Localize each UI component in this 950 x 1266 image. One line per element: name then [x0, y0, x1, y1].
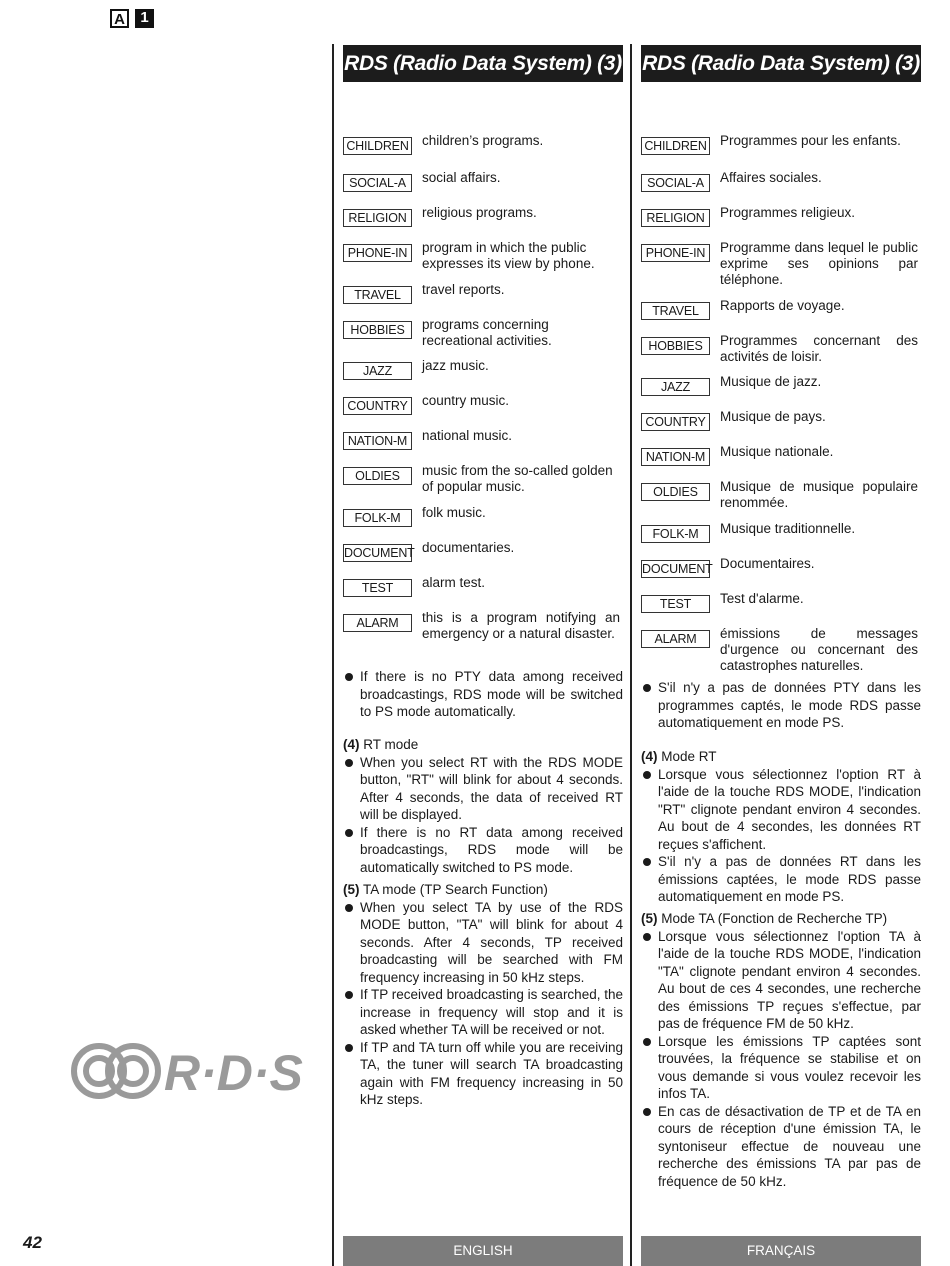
- bullet-text: Lorsque les émissions TP captées sont trouvées, la fréquence se stabilise et on vous demande si vous voulez recevoir les infos TA.: [658, 1033, 921, 1101]
- pty-desc: Musique traditionnelle.: [720, 521, 856, 536]
- section-title: Mode TA (Fonction de Recherche TP): [661, 911, 888, 926]
- language-label: FRANÇAIS: [641, 1236, 921, 1266]
- bullet-item: [343, 986, 623, 1039]
- pty-desc: jazz music.: [422, 358, 489, 373]
- pty-tag: NATION-M: [343, 432, 412, 450]
- english-title: RDS (Radio Data System) (3): [343, 45, 623, 82]
- pty-note: [641, 679, 921, 732]
- pty-tag: TEST: [343, 579, 412, 597]
- pty-desc: religious programs.: [422, 205, 537, 220]
- pty-tag: JAZZ: [641, 378, 710, 396]
- pty-tag: TEST: [641, 595, 710, 613]
- pty-desc: Musique nationale.: [720, 444, 834, 459]
- rds-logo: [70, 1040, 310, 1102]
- pty-desc: this is a program notifying an emergency or a natural disaster.: [422, 610, 620, 641]
- pty-desc: Programmes pour les enfants.: [720, 133, 901, 148]
- pty-desc: programs concerning recreational activities.: [422, 317, 552, 348]
- pty-tag: DOCUMENT: [642, 562, 713, 576]
- bullet-dot-icon: [643, 1038, 651, 1046]
- pty-tag: ALARM: [641, 630, 710, 648]
- bullet-dot-icon: [643, 771, 651, 779]
- pty-tag: COUNTRY: [343, 397, 412, 415]
- pty-tag: ALARM: [343, 614, 412, 632]
- bullet-item: [641, 766, 921, 854]
- pty-desc: social affairs.: [422, 170, 501, 185]
- bullet-item: [343, 668, 623, 721]
- bullet-text: En cas de désactivation de TP et de TA en cours de réception d'une émission TA, le syntoniseur effectue de nouveau une recherche des émissions TA par pas de fréquence de 50 kHz.: [658, 1103, 921, 1189]
- pty-desc: folk music.: [422, 505, 486, 520]
- pty-desc: Musique de musique populaire renommée.: [720, 479, 918, 510]
- pty-desc: Documentaires.: [720, 556, 815, 571]
- bullet-item: [641, 679, 921, 732]
- bullet-dot-icon: [643, 933, 651, 941]
- pty-tag: SOCIAL-A: [343, 174, 412, 192]
- pty-tag: HOBBIES: [343, 321, 412, 339]
- bullet-dot-icon: [345, 829, 353, 837]
- pty-desc: Programme dans lequel le public exprime ses opinions par téléphone.: [720, 240, 918, 287]
- pty-tag: FOLK-M: [641, 525, 710, 543]
- pty-tag: PHONE-IN: [641, 244, 710, 262]
- pty-desc: Musique de pays.: [720, 409, 826, 424]
- bullet-text: S'il n'y a pas de données PTY dans les programmes captés, le mode RDS passe automatiquement en mode PS.: [658, 680, 921, 730]
- bullet-dot-icon: [345, 673, 353, 681]
- pty-tag: SOCIAL-A: [641, 174, 710, 192]
- section-heading: [641, 910, 921, 928]
- section-number: (4): [343, 737, 360, 752]
- pty-tag: RELIGION: [343, 209, 412, 227]
- pty-tag: PHONE-IN: [343, 244, 412, 262]
- bullet-text: Lorsque vous sélectionnez l'option RT à l'aide de la touche RDS MODE, l'indication "RT" clignote pendant environ 4 secondes. Au bout de 4 secondes, les données RT reçues s'affichent.: [658, 766, 921, 852]
- bullet-text: Lorsque vous sélectionnez l'option TA à l'aide de la touche RDS MODE, l'indication "TA" clignote pendant environ 4 secondes. Au bout de ces 4 secondes, une recherche des émissions TP reçues s'effectue, par pas de fréquence FM de 50 kHz.: [658, 928, 921, 1031]
- bullet-dot-icon: [643, 1108, 651, 1116]
- pty-desc: program in which the public expresses its view by phone.: [422, 240, 595, 271]
- page-number: 42: [23, 1233, 42, 1252]
- bullet-item: [343, 899, 623, 987]
- pty-desc: travel reports.: [422, 282, 505, 297]
- bullet-dot-icon: [345, 991, 353, 999]
- section-heading: [343, 736, 623, 754]
- bullet-text: If there is no RT data among received broadcastings, RDS mode will be automatically switched to PS mode.: [360, 824, 623, 875]
- pty-tag: HOBBIES: [641, 337, 710, 355]
- pty-tag: NATION-M: [641, 448, 710, 466]
- bullet-text: When you select RT with the RDS MODE button, "RT" will blink for about 4 seconds. After 4 seconds, the data of received RT will be displayed.: [360, 754, 623, 822]
- section-badge-letter: A: [110, 9, 129, 28]
- french-column: [641, 45, 921, 1266]
- pty-desc: émissions de messages d'urgence ou concernant des catastrophes naturelles.: [720, 626, 918, 673]
- pty-tag: JAZZ: [343, 362, 412, 380]
- section-number: (4): [641, 749, 658, 764]
- english-column: [343, 45, 623, 1266]
- section-title: Mode RT: [661, 749, 717, 764]
- rt-mode-section: [343, 736, 623, 876]
- pty-tag: COUNTRY: [641, 413, 710, 431]
- bullet-item: [641, 1033, 921, 1103]
- bullet-item: [641, 853, 921, 906]
- rds-logo-text: R·D·S: [164, 1045, 303, 1101]
- bullet-dot-icon: [345, 904, 353, 912]
- pty-tag: CHILDREN: [343, 137, 412, 155]
- section-number: (5): [343, 882, 360, 897]
- section-title: TA mode (TP Search Function): [363, 882, 548, 897]
- pty-tag: FOLK-M: [343, 509, 412, 527]
- section-heading: [641, 748, 921, 766]
- bullet-text: If TP received broadcasting is searched, the increase in frequency will stop and it is asked whether TA will be received or not.: [360, 987, 623, 1037]
- pty-desc: country music.: [422, 393, 510, 408]
- pty-desc: Programmes religieux.: [720, 205, 856, 220]
- pty-desc: children’s programs.: [422, 133, 544, 148]
- column-divider-right: [630, 44, 632, 1266]
- pty-desc: national music.: [422, 428, 513, 443]
- bullet-item: [343, 754, 623, 824]
- ta-mode-section: [641, 910, 921, 1190]
- section-number: (5): [641, 911, 658, 926]
- section-title: RT mode: [363, 737, 419, 752]
- bullet-item: [343, 1039, 623, 1109]
- pty-tag: TRAVEL: [641, 302, 710, 320]
- language-label: ENGLISH: [343, 1236, 623, 1266]
- pty-desc: documentaries.: [422, 540, 515, 555]
- bullet-item: [641, 1103, 921, 1191]
- bullet-text: If TP and TA turn off while you are receiving TA, the tuner will search TA broadcasting again with FM frequency increasing in 50 kHz steps.: [360, 1039, 623, 1107]
- pty-desc: Rapports de voyage.: [720, 298, 845, 313]
- bullet-text: S'il n'y a pas de données RT dans les émissions captées, le mode RDS passe automatiquement en mode PS.: [658, 854, 921, 904]
- column-divider-left: [332, 44, 334, 1266]
- pty-desc: alarm test.: [422, 575, 486, 590]
- ta-mode-section: [343, 881, 623, 1109]
- section-heading: [343, 881, 623, 899]
- bullet-item: [641, 928, 921, 1033]
- pty-tag: RELIGION: [641, 209, 710, 227]
- pty-tag: OLDIES: [641, 483, 710, 501]
- bullet-dot-icon: [643, 858, 651, 866]
- pty-note: [343, 668, 623, 721]
- bullet-dot-icon: [643, 684, 651, 692]
- pty-tag: DOCUMENT: [344, 546, 415, 560]
- bullet-dot-icon: [345, 1044, 353, 1052]
- pty-desc: Affaires sociales.: [720, 170, 822, 185]
- pty-tag: CHILDREN: [641, 137, 710, 155]
- pty-desc: music from the so-called golden of popular music.: [422, 463, 613, 494]
- pty-tag: TRAVEL: [343, 286, 412, 304]
- rt-mode-section: [641, 748, 921, 906]
- pty-desc: Test d'alarme.: [720, 591, 804, 606]
- bullet-item: [343, 824, 623, 877]
- bullet-text: If there is no PTY data among received broadcastings, RDS mode will be switched to PS mode automatically.: [360, 669, 623, 719]
- pty-tag: OLDIES: [343, 467, 412, 485]
- pty-desc: Programmes concernant des activités de loisir.: [720, 333, 918, 364]
- bullet-dot-icon: [345, 759, 353, 767]
- french-title: RDS (Radio Data System) (3): [641, 45, 921, 82]
- pty-desc: Musique de jazz.: [720, 374, 822, 389]
- section-badge-number: 1: [135, 9, 154, 28]
- bullet-text: When you select TA by use of the RDS MODE button, "TA" will blink for about 4 seconds. After 4 seconds, TP received broadcasting will be searched with FM frequency increasing in 50 kHz steps.: [360, 899, 623, 985]
